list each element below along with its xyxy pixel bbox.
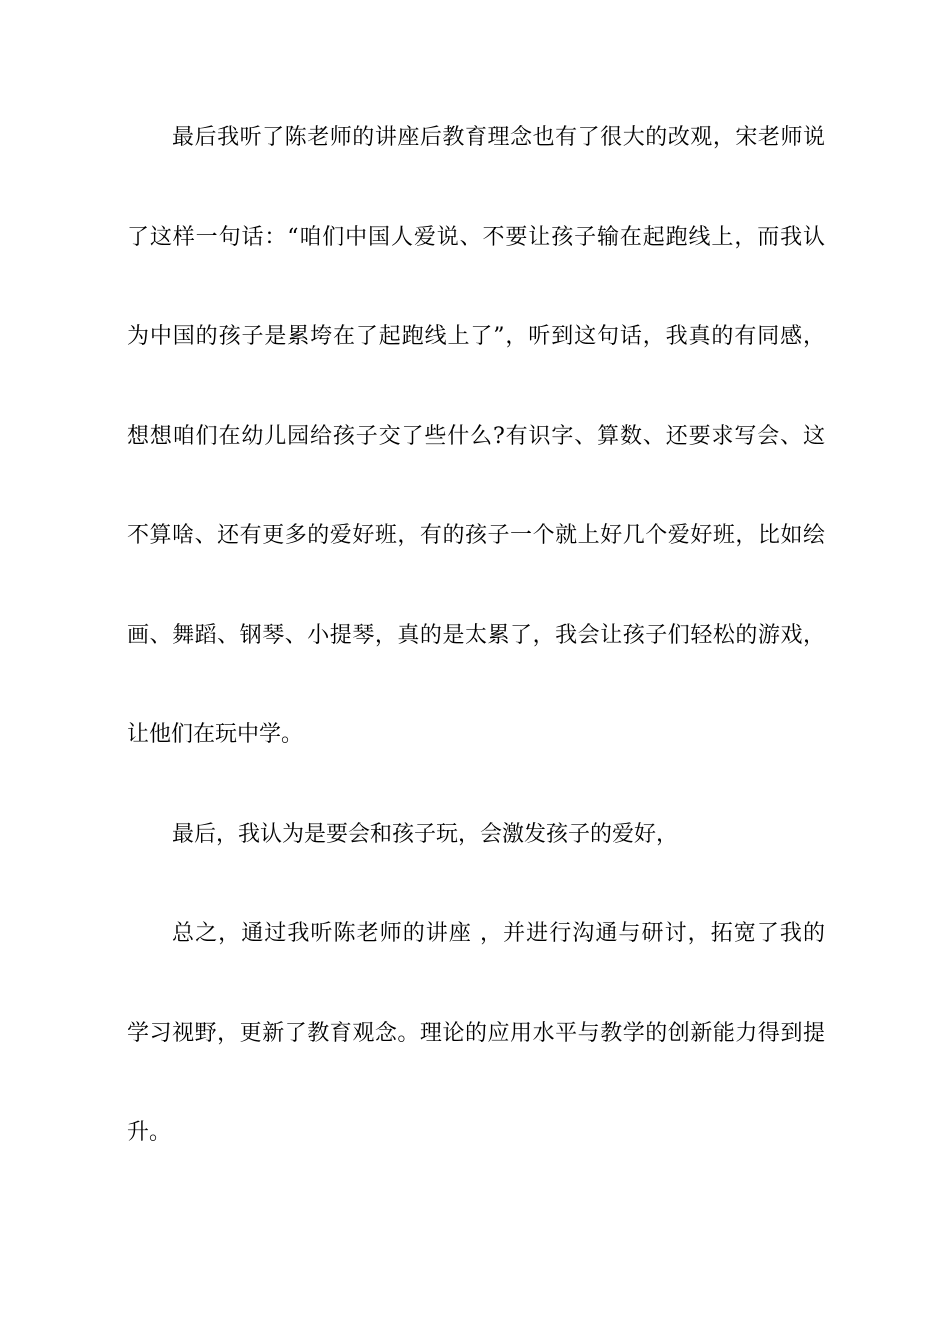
- paragraph-3-line-3: 升。: [127, 1120, 172, 1145]
- paragraph-2-line-1: 最后，我认为是要会和孩子玩，会激发孩子的爱好，: [172, 821, 679, 847]
- paragraph-1-line-4: 想想咱们在幼儿园给孩子交了些什么?有识字、算数、还要求写会、这: [127, 423, 825, 449]
- paragraph-1-line-3: 为中国的孩子是累垮在了起跑线上了”，听到这句话，我真的有同感，: [127, 324, 825, 349]
- paragraph-1-line-2: 了这样一句话：“咱们中国人爱说、不要让孩子输在起跑线上，而我认: [127, 224, 825, 250]
- paragraph-1-line-5: 不算啥、还有更多的爱好班，有的孩子一个就上好几个爱好班，比如绘: [127, 523, 825, 548]
- paragraph-3-line-2: 学习视野，更新了教育观念。理论的应用水平与教学的创新能力得到提: [127, 1020, 825, 1046]
- paragraph-1-line-7: 让他们在玩中学。: [127, 722, 304, 747]
- paragraph-3-line-1: 总之，通过我听陈老师的讲座 ，并进行沟通与研讨，拓宽了我的: [172, 921, 825, 946]
- paragraph-1-line-1: 最后我听了陈老师的讲座后教育理念也有了很大的改观，宋老师说: [172, 125, 825, 150]
- document-body: [127, 112, 825, 1207]
- paragraph-1-line-6: 画、舞蹈、钢琴、小提琴，真的是太累了，我会让孩子们轻松的游戏，: [127, 622, 825, 648]
